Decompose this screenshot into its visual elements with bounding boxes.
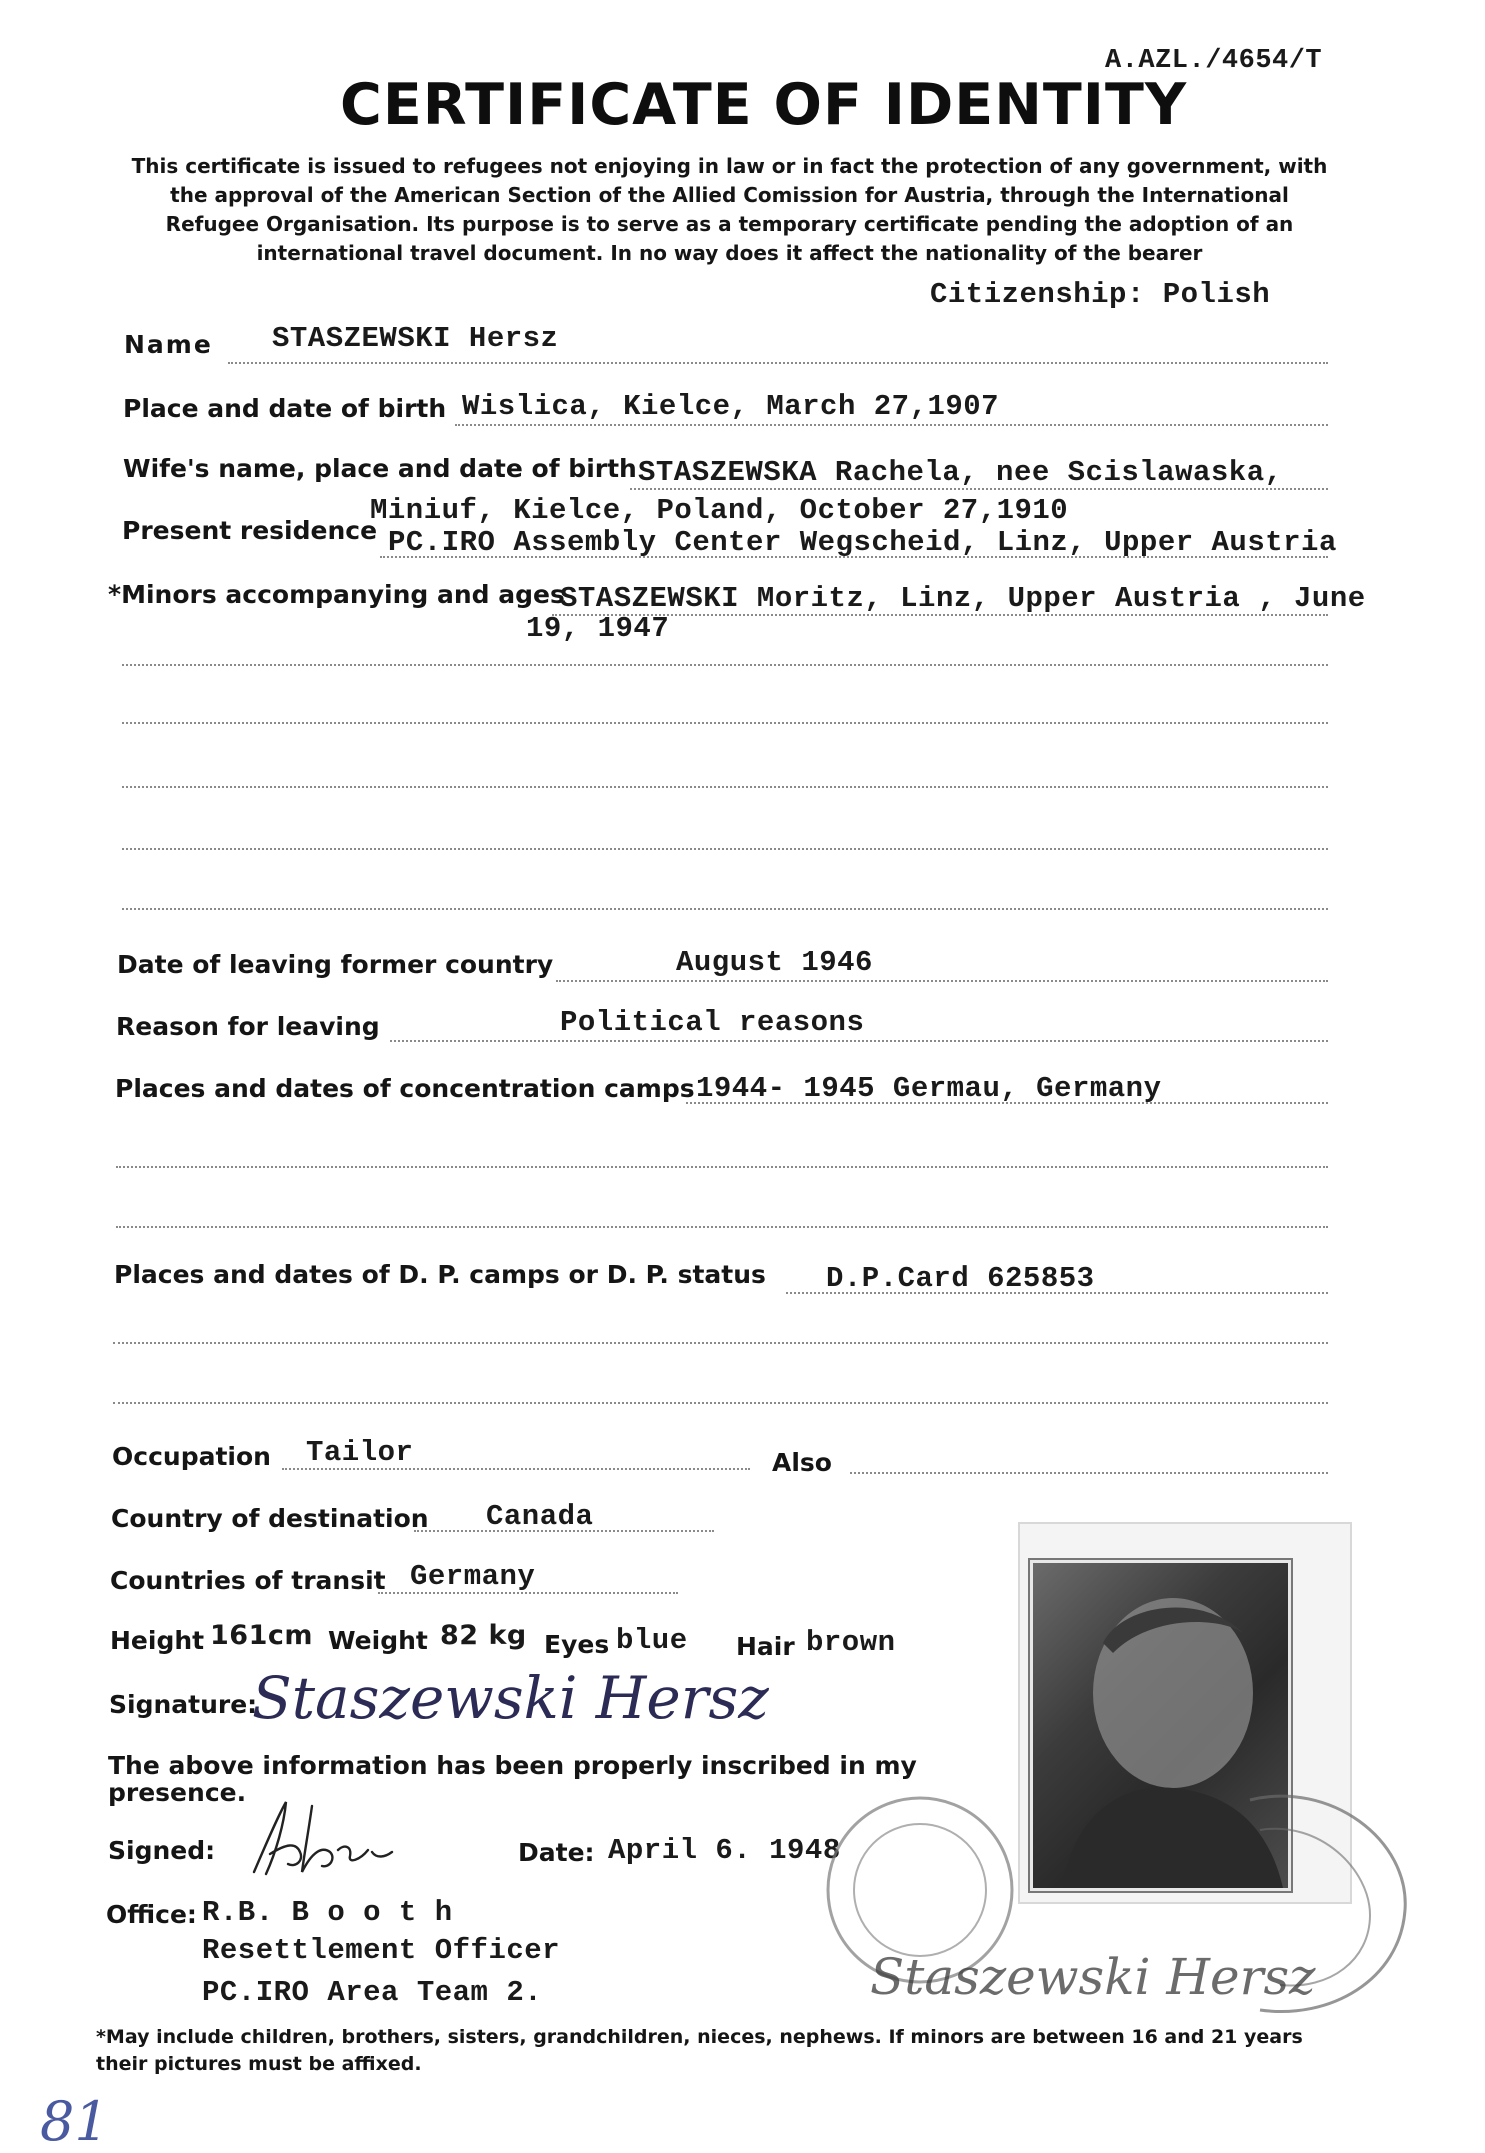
reference-number: A.AZL./4654/T — [1105, 46, 1323, 76]
minors-line-5 — [122, 848, 1328, 850]
office-line-2: Resettlement Officer — [202, 1934, 561, 1967]
page-title: CERTIFICATE OF IDENTITY — [340, 72, 1188, 138]
wife-line — [630, 488, 1328, 490]
camps-line-2 — [116, 1166, 1328, 1168]
minors-line-6 — [122, 908, 1328, 910]
dp-label: Places and dates of D. P. camps or D. P. status — [114, 1260, 766, 1289]
birth-label: Place and date of birth — [123, 394, 447, 423]
transit-line — [378, 1592, 678, 1594]
name-label: Name — [124, 330, 213, 359]
camps-label: Places and dates of concentration camps — [115, 1074, 695, 1103]
eyes-value: blue — [616, 1624, 688, 1657]
residence-value: PC.IRO Assembly Center Wegscheid, Linz, Upper Austria — [388, 526, 1337, 559]
office-line-3: PC.IRO Area Team 2. — [202, 1976, 543, 2009]
camps-value: 1944- 1945 Germau, Germany — [696, 1072, 1162, 1105]
wife-label: Wife's name, place and date of birth — [123, 454, 637, 483]
minors-value-line-2: 19, 1947 — [526, 612, 670, 645]
photo-signature: Staszewski Hersz — [870, 1948, 1316, 2006]
destination-value: Canada — [486, 1500, 594, 1533]
reason-line — [390, 1040, 1328, 1042]
also-label: Also — [772, 1448, 832, 1477]
minors-label: *Minors accompanying and ages — [108, 580, 565, 609]
camps-line-3 — [116, 1226, 1328, 1228]
name-line — [228, 362, 1328, 364]
destination-line — [414, 1530, 714, 1532]
camps-line-1 — [686, 1102, 1328, 1104]
leaving-date-label: Date of leaving former country — [117, 950, 554, 979]
signature-label: Signature: — [109, 1690, 258, 1719]
birth-value: Wislica, Kielce, March 27,1907 — [462, 390, 1000, 423]
hair-value: brown — [806, 1626, 896, 1659]
residence-line — [380, 556, 1328, 558]
weight-value: 82 kg — [440, 1620, 527, 1651]
minors-line-2 — [122, 664, 1328, 666]
dp-line-1 — [786, 1292, 1328, 1294]
reason-label: Reason for leaving — [116, 1012, 380, 1041]
footnote: *May include children, brothers, sisters, grandchildren, nieces, nephews. If minors are between 16 and 21 years their pictures must be affixed. — [96, 2026, 1303, 2075]
also-line — [850, 1472, 1328, 1474]
leaving-date-value: August 1946 — [676, 946, 873, 979]
attestation-text: The above information has been properly inscribed in my presence. — [108, 1751, 917, 1807]
holder-signature: Staszewski Hersz — [252, 1664, 769, 1732]
officer-signature — [226, 1794, 396, 1884]
date-label: Date: — [518, 1838, 595, 1867]
page-number: 81 — [40, 2090, 109, 2153]
date-value: April 6. 1948 — [608, 1834, 841, 1867]
office-line-1: R.B. B o o t h — [202, 1896, 453, 1929]
occupation-value: Tailor — [306, 1436, 414, 1469]
citizenship-value: Citizenship: Polish — [930, 278, 1271, 311]
leaving-date-line — [556, 980, 1328, 982]
dp-line-2 — [113, 1342, 1328, 1344]
residence-label: Present residence — [122, 516, 378, 545]
minors-line-4 — [122, 786, 1328, 788]
office-label: Office: — [106, 1900, 197, 1929]
minors-line-1 — [552, 614, 1328, 616]
intro-paragraph: This certificate is issued to refugees not enjoying in law or in fact the protection of any government, with the approval of the American Section of the Allied Comission for Austria, through the International Refugee Organisation. Its purpose is to serve as a temporary certificate pending the adoption of an international travel document. In no way does it affect the nationality of the bearer — [131, 154, 1328, 265]
dp-line-3 — [113, 1402, 1328, 1404]
signed-label: Signed: — [108, 1836, 216, 1865]
transit-label: Countries of transit — [110, 1566, 386, 1595]
occupation-line — [282, 1468, 750, 1470]
wife-value-line-1: STASZEWSKA Rachela, nee Scislawaska, — [638, 456, 1283, 489]
destination-label: Country of destination — [111, 1504, 429, 1533]
height-label: Height — [110, 1626, 205, 1655]
wife-value-line-2: Miniuf, Kielce, Poland, October 27,1910 — [370, 494, 1069, 527]
height-value: 161cm — [210, 1620, 313, 1651]
minors-value-line-1: STASZEWSKI Moritz, Linz, Upper Austria , June — [560, 582, 1366, 615]
minors-line-3 — [122, 722, 1328, 724]
birth-line — [455, 424, 1328, 426]
name-value: STASZEWSKI Hersz — [272, 322, 559, 355]
reason-value: Political reasons — [560, 1006, 865, 1039]
occupation-label: Occupation — [112, 1442, 271, 1471]
dp-value: D.P.Card 625853 — [826, 1262, 1095, 1295]
transit-value: Germany — [410, 1560, 536, 1593]
hair-label: Hair — [736, 1632, 795, 1661]
weight-label: Weight — [328, 1626, 428, 1655]
eyes-label: Eyes — [544, 1630, 610, 1659]
